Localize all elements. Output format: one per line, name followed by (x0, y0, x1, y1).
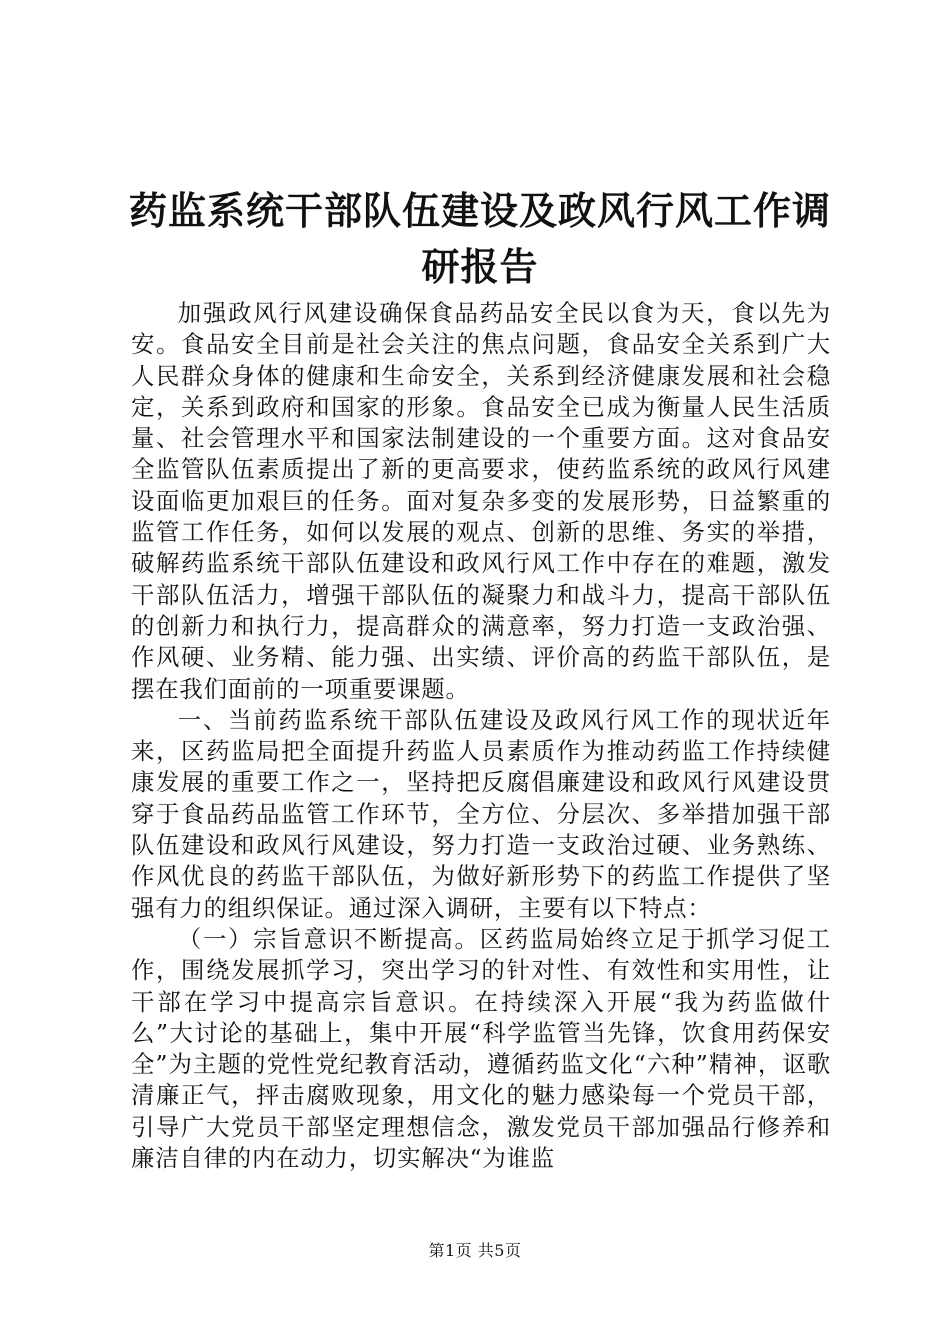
document-title: 药监系统干部队伍建设及政风行风工作调研报告 (128, 188, 831, 289)
page-number-footer: 第1页 共5页 (428, 1241, 522, 1260)
body-paragraph-section-1: 一、当前药监系统干部队伍建设及政风行风工作的现状近年来，区药监局把全面提升药监人员素质作为推动药监工作持续健康发展的重要工作之一，坚持把反腐倡廉建设和政风行风建设贯穿于食品药品监管工作环节，全方位、分层次、多举措加强干部队伍建设和政风行风建设，努力打造一支政治过硬、业务熟练、作风优良的药监干部队伍，为做好新形势下的药监工作提供了坚强有力的组织保证。通过深入调研，主要有以下特点： (131, 705, 831, 922)
document-body (131, 298, 831, 1174)
body-paragraph-subsection-1: （一）宗旨意识不断提高。区药监局始终立足于抓学习促工作，围绕发展抓学习，突出学习的针对性、有效性和实用性，让干部在学习中提高宗旨意识。在持续深入开展“我为药监做什么”大讨论的基础上，集中开展“科学监管当先锋，饮食用药保安全”为主题的党性党纪教育活动，遵循药监文化“六种”精神，讴歌清廉正气，抨击腐败现象，用文化的魅力感染每一个党员干部，引导广大党员干部坚定理想信念，激发党员干部加强品行修养和廉洁自律的内在动力，切实解决“为谁监 (131, 924, 831, 1173)
body-paragraph-intro: 加强政风行风建设确保食品药品安全民以食为天，食以先为安。食品安全目前是社会关注的焦点问题，食品安全关系到广大人民群众身体的健康和生命安全，关系到经济健康发展和社会稳定，关系到政府和国家的形象。食品安全已成为衡量人民生活质量、社会管理水平和国家法制建设的一个重要方面。这对食品安全监管队伍素质提出了新的更高要求，使药监系统的政风行风建设面临更加艰巨的任务。面对复杂多变的发展形势，日益繁重的监管工作任务，如何以发展的观点、创新的思维、务实的举措，破解药监系统干部队伍建设和政风行风工作中存在的难题，激发干部队伍活力，增强干部队伍的凝聚力和战斗力，提高干部队伍的创新力和执行力，提高群众的满意率，努力打造一支政治强、作风硬、业务精、能力强、出实绩、评价高的药监干部队伍，是摆在我们面前的一项重要课题。 (131, 299, 831, 703)
